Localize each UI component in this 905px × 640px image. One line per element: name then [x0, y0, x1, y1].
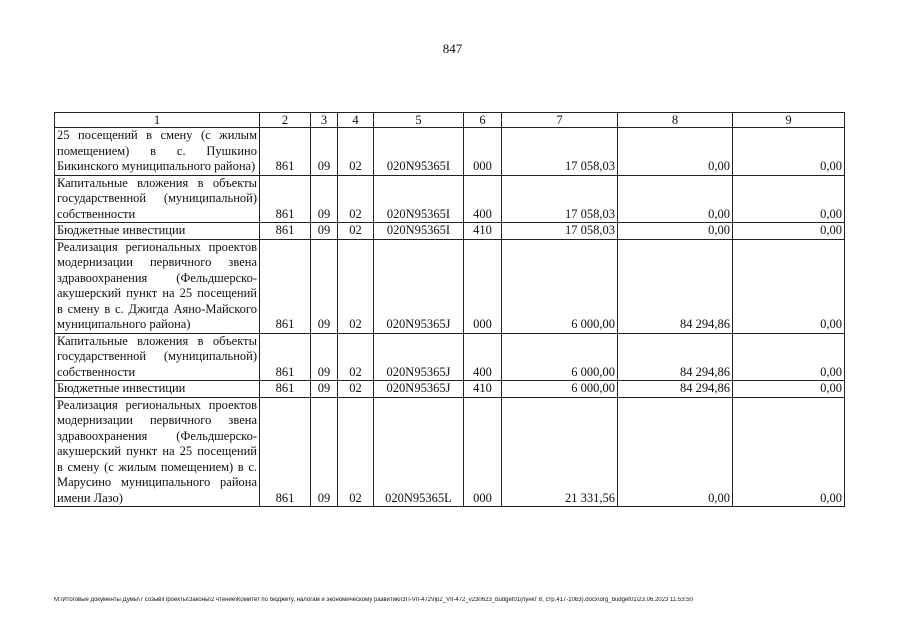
cell-expense-type: 410: [464, 381, 502, 398]
cell-subsection: 02: [338, 175, 374, 223]
cell-amount-7: 6 000,00: [502, 333, 618, 381]
column-header: 1: [55, 113, 260, 128]
cell-subsection: 02: [338, 333, 374, 381]
column-header: 2: [260, 113, 311, 128]
cell-target-article: 020N95365I: [374, 175, 464, 223]
row-name: Капитальные вложения в объекты государственной (муниципальной) собственности: [55, 333, 260, 381]
cell-amount-9: 0,00: [733, 223, 845, 240]
row-name: Бюджетные инвестиции: [55, 381, 260, 398]
cell-ministry: 861: [260, 223, 311, 240]
cell-target-article: 020N95365I: [374, 128, 464, 176]
cell-amount-7: 6 000,00: [502, 239, 618, 333]
table-row: [55, 381, 845, 398]
cell-ministry: 861: [260, 381, 311, 398]
cell-expense-type: 410: [464, 223, 502, 240]
cell-section: 09: [311, 223, 338, 240]
cell-amount-8: 84 294,86: [618, 239, 733, 333]
cell-expense-type: 000: [464, 239, 502, 333]
cell-target-article: 020N95365J: [374, 239, 464, 333]
cell-amount-8: 0,00: [618, 175, 733, 223]
table-row: [55, 175, 845, 223]
cell-section: 09: [311, 397, 338, 507]
cell-amount-7: 21 331,56: [502, 397, 618, 507]
cell-amount-8: 0,00: [618, 128, 733, 176]
table-row: [55, 239, 845, 333]
row-name: Бюджетные инвестиции: [55, 223, 260, 240]
row-name: Капитальные вложения в объекты государственной (муниципальной) собственности: [55, 175, 260, 223]
cell-amount-9: 0,00: [733, 239, 845, 333]
column-header: 6: [464, 113, 502, 128]
cell-amount-7: 17 058,03: [502, 128, 618, 176]
table-row: [55, 333, 845, 381]
cell-target-article: 020N95365L: [374, 397, 464, 507]
cell-ministry: 861: [260, 175, 311, 223]
document-path-footer: М:\Итоговые документы Думы\7 созыв\Проекты\Законы\2 чтение\Комитет по бюджету, налогам и экономическому развитию\3П-VII-472\пр2_VII-472_v230623_budget01(пункт 8, стр.417-1063).docx\org_budget01\23.06.2023 11:53:50: [54, 597, 693, 603]
cell-expense-type: 000: [464, 397, 502, 507]
budget-table: [54, 112, 845, 507]
cell-amount-9: 0,00: [733, 333, 845, 381]
cell-amount-9: 0,00: [733, 175, 845, 223]
cell-expense-type: 000: [464, 128, 502, 176]
column-header: 5: [374, 113, 464, 128]
cell-ministry: 861: [260, 128, 311, 176]
cell-amount-7: 17 058,03: [502, 223, 618, 240]
cell-subsection: 02: [338, 223, 374, 240]
cell-ministry: 861: [260, 397, 311, 507]
cell-ministry: 861: [260, 239, 311, 333]
cell-expense-type: 400: [464, 175, 502, 223]
cell-amount-7: 17 058,03: [502, 175, 618, 223]
column-header: 8: [618, 113, 733, 128]
cell-subsection: 02: [338, 239, 374, 333]
table-row: [55, 128, 845, 176]
cell-amount-8: 0,00: [618, 397, 733, 507]
cell-expense-type: 400: [464, 333, 502, 381]
cell-section: 09: [311, 128, 338, 176]
row-name: Реализация региональных проектов модернизации первичного звена здравоохранения (Фельдшерско-акушерский пункт на 25 посещений в смену в с. Джигда Аяно-Майского муниципального района): [55, 239, 260, 333]
header-row: [55, 113, 845, 128]
cell-target-article: 020N95365I: [374, 223, 464, 240]
cell-section: 09: [311, 333, 338, 381]
column-header: 4: [338, 113, 374, 128]
cell-section: 09: [311, 239, 338, 333]
cell-section: 09: [311, 381, 338, 398]
row-name: 25 посещений в смену (с жилым помещением) в с. Пушкино Бикинского муниципального района): [55, 128, 260, 176]
cell-subsection: 02: [338, 381, 374, 398]
cell-amount-7: 6 000,00: [502, 381, 618, 398]
table-row: [55, 223, 845, 240]
cell-amount-9: 0,00: [733, 397, 845, 507]
cell-ministry: 861: [260, 333, 311, 381]
cell-target-article: 020N95365J: [374, 381, 464, 398]
cell-amount-8: 0,00: [618, 223, 733, 240]
row-name: Реализация региональных проектов модернизации первичного звена здравоохранения (Фельдшерско-акушерский пункт на 25 посещений в смену (с жилым помещением) в с. Марусино муниципального района имени Лазо): [55, 397, 260, 507]
cell-subsection: 02: [338, 397, 374, 507]
page-number: 847: [442, 41, 463, 56]
cell-target-article: 020N95365J: [374, 333, 464, 381]
cell-amount-8: 84 294,86: [618, 333, 733, 381]
cell-subsection: 02: [338, 128, 374, 176]
cell-amount-9: 0,00: [733, 128, 845, 176]
column-header: 3: [311, 113, 338, 128]
column-header: 7: [502, 113, 618, 128]
cell-section: 09: [311, 175, 338, 223]
table-row: [55, 397, 845, 507]
cell-amount-8: 84 294,86: [618, 381, 733, 398]
cell-amount-9: 0,00: [733, 381, 845, 398]
column-header: 9: [733, 113, 845, 128]
